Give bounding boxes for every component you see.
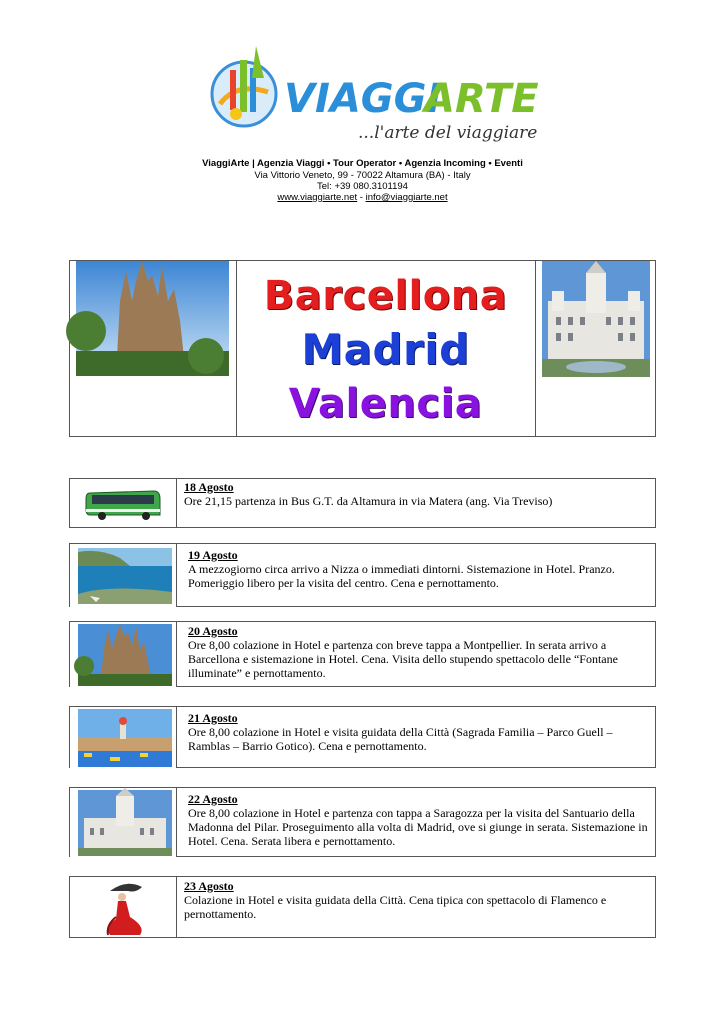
company-address: Via Vittorio Veneto, 99 - 70022 Altamura (BA) - Italy xyxy=(254,170,471,181)
title-valencia: Valencia xyxy=(288,381,483,427)
title-barcellona: Barcellona xyxy=(263,273,508,319)
itinerary-day-20 xyxy=(69,621,656,687)
title-table xyxy=(69,260,656,437)
itinerary-day-19 xyxy=(69,543,656,607)
itinerary-day-22 xyxy=(69,787,656,857)
day-date: 23 Agosto xyxy=(184,879,234,893)
contact-separator: - xyxy=(357,192,366,203)
bus-photo xyxy=(70,479,177,527)
sagrada-familia-small-photo xyxy=(70,622,177,686)
day-description: Ore 8,00 colazione in Hotel e partenza con tappa a Saragozza per la visita del Santuario della Madonna del Pilar. Proseguimento alla volta di Madrid, ove si giunge in serata. Sistemazione in Hotel. Cena. Serata libera e pernottamento. xyxy=(188,806,648,848)
day-description: A mezzogiorno circa arrivo a Nizza o immediati dintorni. Sistemazione in Hotel. Pranzo. Pomeriggio libero per la visita del centro. Cena e pernottamento. xyxy=(188,562,615,590)
day-date: 20 Agosto xyxy=(188,624,238,638)
day-date: 21 Agosto xyxy=(188,711,238,725)
day-description: Ore 21,15 partenza in Bus G.T. da Altamura in via Matera (ang. Via Treviso) xyxy=(184,494,553,508)
itinerary-day-23 xyxy=(69,876,656,938)
day-date: 22 Agosto xyxy=(188,792,238,806)
day-description: Ore 8,00 colazione in Hotel e visita guidata della Città (Sagrada Familia – Parco Guell – Ramblas – Barrio Gotico). Cena e pernottamento. xyxy=(188,725,613,753)
svg-text:ARTE: ARTE xyxy=(424,76,539,122)
day-date: 19 Agosto xyxy=(188,548,238,562)
day-date: 18 Agosto xyxy=(184,480,234,494)
park-guell-photo xyxy=(70,707,177,767)
website-link[interactable]: www.viaggiarte.net xyxy=(277,192,358,203)
flamenco-photo xyxy=(70,877,177,937)
itinerary-day-18 xyxy=(69,478,656,528)
itinerary-day-21 xyxy=(69,706,656,768)
madrid-palace-small-photo xyxy=(70,788,177,856)
company-line: ViaggiArte | Agenzia Viaggi • Tour Operator • Agenzia Incoming • Eventi xyxy=(202,158,523,169)
day-description: Colazione in Hotel e visita guidata della Città. Cena tipica con spettacolo di Flamenco e pernottamento. xyxy=(184,893,607,921)
email-link[interactable]: info@viaggiarte.net xyxy=(365,192,448,203)
svg-text:VIAGGI: VIAGGI xyxy=(284,76,442,122)
svg-text:...l'arte del viaggiare: ...l'arte del viaggiare xyxy=(358,123,538,143)
sagrada-familia-photo xyxy=(76,261,229,376)
madrid-palace-photo xyxy=(542,261,650,377)
viaggiarte-logo xyxy=(206,42,539,154)
title-madrid: Madrid xyxy=(301,325,470,374)
nice-coast-photo xyxy=(70,544,177,606)
company-contacts xyxy=(0,192,725,203)
day-description: Ore 8,00 colazione in Hotel e partenza con breve tappa a Montpellier. In serata arrivo a Barcellona e sistemazione in Hotel. Cena. Visita dello stupendo spettacolo delle “Fontane illuminate” e pernottamento. xyxy=(188,638,618,680)
company-phone: Tel: +39 080.3101194 xyxy=(317,181,408,192)
